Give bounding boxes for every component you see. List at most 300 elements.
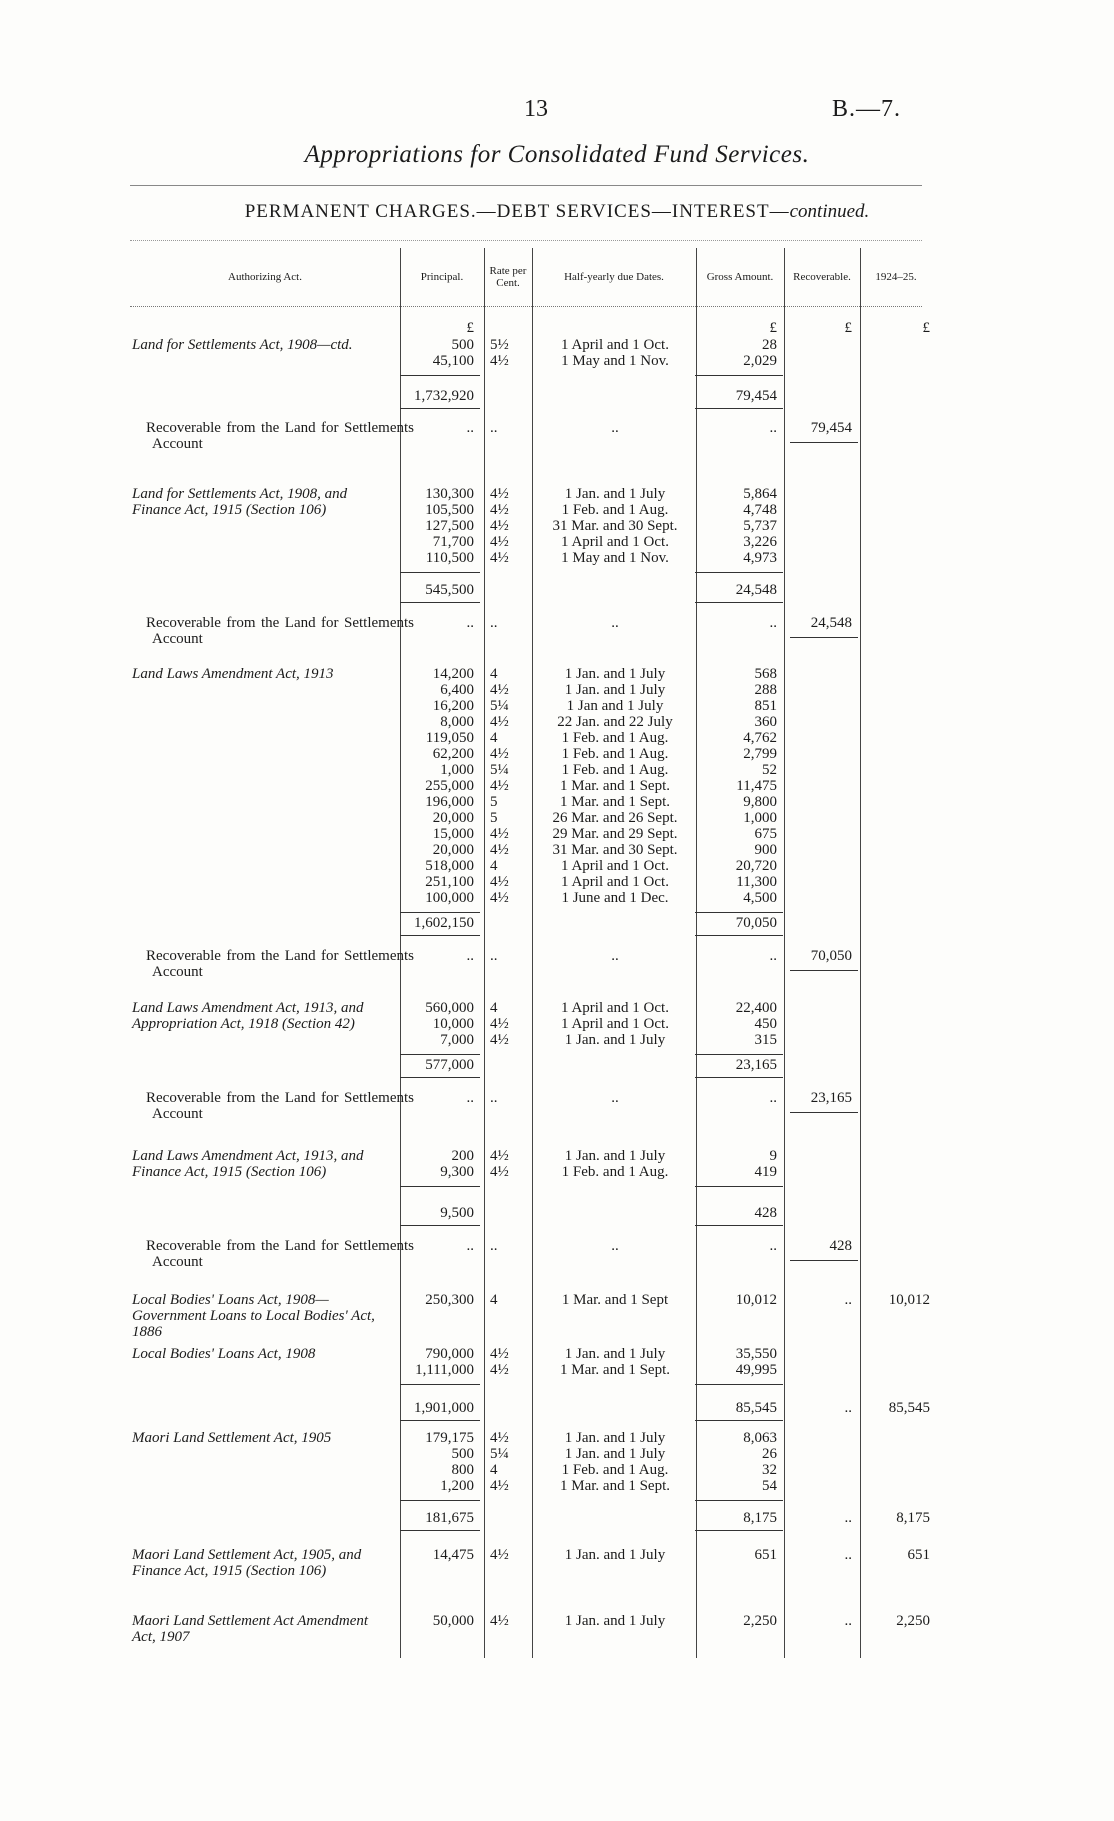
subtitle-main: PERMANENT CHARGES.—DEBT SERVICES—INTEREST— bbox=[244, 201, 790, 222]
dots: .. bbox=[844, 1510, 852, 1526]
gross-amount-list-value: 10,012 bbox=[735, 1292, 777, 1308]
gross-amount-list-value: 651 bbox=[754, 1547, 777, 1563]
rate-list-value: 5½ bbox=[490, 337, 509, 353]
due-dates-list-value: 1 Jan. and 1 July bbox=[564, 1547, 666, 1563]
rate-list-value: 4 bbox=[490, 1462, 498, 1478]
dots: .. bbox=[611, 615, 619, 631]
header-year: 1924–25. bbox=[875, 271, 917, 283]
total-rule bbox=[400, 572, 480, 573]
gross-amount-list bbox=[695, 486, 777, 566]
principal-list-value: 15,000 bbox=[432, 826, 474, 842]
year-amount: 10,012 bbox=[888, 1292, 930, 1308]
principal-list-value: 110,500 bbox=[425, 550, 474, 566]
dots: .. bbox=[490, 1090, 498, 1106]
due-dates-list-value: 1 April and 1 Oct. bbox=[561, 874, 669, 890]
principal-total: 1,901,000 bbox=[414, 1400, 474, 1416]
gross-amount-list-value: 4,973 bbox=[743, 550, 777, 566]
gross-amount-list-value: 54 bbox=[762, 1478, 777, 1494]
gross-amount-list-value: 26 bbox=[762, 1446, 777, 1462]
recoverable-note: Recoverable from the Land for Settlements Account bbox=[146, 1238, 414, 1270]
gross-amount-list-value: 35,550 bbox=[735, 1346, 777, 1362]
dots: .. bbox=[466, 948, 474, 964]
principal-list-value: 255,000 bbox=[425, 778, 474, 794]
gross-total: 428 bbox=[754, 1205, 777, 1221]
rate-list bbox=[490, 1346, 520, 1378]
recoverable-note: Recoverable from the Land for Settlements Account bbox=[146, 948, 414, 980]
dots: .. bbox=[769, 1238, 777, 1254]
principal-list-value: 7,000 bbox=[440, 1032, 474, 1048]
total-rule bbox=[695, 1225, 783, 1226]
total-rule bbox=[400, 912, 480, 913]
gross-amount-list-value: 5,737 bbox=[743, 518, 777, 534]
total-rule bbox=[400, 1420, 480, 1421]
rate-list-value: 4½ bbox=[490, 486, 509, 502]
due-dates-list-value: 1 May and 1 Nov. bbox=[561, 550, 669, 566]
principal-list-value: 500 bbox=[451, 1446, 474, 1462]
gross-amount-list-value: 419 bbox=[754, 1164, 777, 1180]
total-rule bbox=[695, 935, 783, 936]
principal-list-value: 800 bbox=[451, 1462, 474, 1478]
gross-amount-list-value: 2,250 bbox=[743, 1613, 777, 1629]
total-rule bbox=[790, 1112, 858, 1113]
divider bbox=[130, 240, 922, 241]
due-dates-list bbox=[540, 486, 690, 566]
due-dates-list-value: 1 Jan. and 1 July bbox=[564, 1613, 666, 1629]
divider bbox=[130, 185, 922, 186]
total-rule bbox=[790, 970, 858, 971]
dots: .. bbox=[490, 420, 498, 436]
principal-list-value: 10,000 bbox=[432, 1016, 474, 1032]
principal-list-value: 8,000 bbox=[440, 714, 474, 730]
dots: .. bbox=[769, 948, 777, 964]
principal-list-value: 251,100 bbox=[425, 874, 474, 890]
gross-amount-list bbox=[695, 1346, 777, 1378]
principal-list-value: 14,200 bbox=[432, 666, 474, 682]
authorizing-act: Land Laws Amendment Act, 1913 bbox=[132, 666, 334, 682]
due-dates-list-value: 1 Jan. and 1 July bbox=[564, 1446, 666, 1462]
total-rule bbox=[695, 375, 783, 376]
authorizing-act: Local Bodies' Loans Act, 1908 bbox=[132, 1346, 316, 1362]
gross-amount-list-value: 1,000 bbox=[743, 810, 777, 826]
year-amount: 8,175 bbox=[896, 1510, 930, 1526]
rate-list-value: 4½ bbox=[490, 502, 509, 518]
principal-list-value: 500 bbox=[451, 337, 474, 353]
principal-list bbox=[400, 1000, 474, 1048]
dots: .. bbox=[466, 1238, 474, 1254]
rate-list bbox=[490, 1613, 520, 1629]
rate-list-value: 4 bbox=[490, 730, 498, 746]
year-amount: 2,250 bbox=[896, 1613, 930, 1629]
due-dates-list-value: 1 Jan. and 1 July bbox=[564, 1032, 666, 1048]
due-dates-list bbox=[540, 1292, 690, 1308]
page-title: Appropriations for Consolidated Fund Services. bbox=[304, 141, 810, 168]
rate-list-value: 4 bbox=[490, 858, 498, 874]
recoverable-note: Recoverable from the Land for Settlements Account bbox=[146, 420, 414, 452]
rate-list-value: 4½ bbox=[490, 714, 509, 730]
gross-amount-list-value: 52 bbox=[762, 762, 777, 778]
gross-amount-list-value: 49,995 bbox=[735, 1362, 777, 1378]
rate-list-value: 4½ bbox=[490, 746, 509, 762]
principal-list-value: 105,500 bbox=[425, 502, 474, 518]
principal-list-value: 16,200 bbox=[432, 698, 474, 714]
gross-amount-list bbox=[695, 337, 777, 369]
principal-list bbox=[400, 337, 474, 369]
authorizing-act: Maori Land Settlement Act Amendment Act, 1907 bbox=[132, 1613, 369, 1645]
principal-list bbox=[400, 486, 474, 566]
gross-amount-list-value: 4,500 bbox=[743, 890, 777, 906]
gross-amount-list-value: 20,720 bbox=[735, 858, 777, 874]
authorizing-act: Maori Land Settlement Act, 1905, and Finance Act, 1915 (Section 106) bbox=[132, 1547, 362, 1579]
principal-list-value: 1,200 bbox=[440, 1478, 474, 1494]
principal-list-value: 62,200 bbox=[432, 746, 474, 762]
dots: .. bbox=[490, 615, 498, 631]
gross-amount-list-value: 11,475 bbox=[736, 778, 777, 794]
due-dates-list-value: 1 Feb. and 1 Aug. bbox=[561, 1462, 669, 1478]
due-dates-list-value: 1 Mar. and 1 Sept bbox=[561, 1292, 669, 1308]
due-dates-list bbox=[540, 1547, 690, 1563]
gross-amount-list-value: 9,800 bbox=[743, 794, 777, 810]
total-rule bbox=[695, 602, 783, 603]
gross-amount-list-value: 4,748 bbox=[743, 502, 777, 518]
principal-list-value: 196,000 bbox=[425, 794, 474, 810]
due-dates-list bbox=[540, 1430, 690, 1494]
principal-list-value: 71,700 bbox=[432, 534, 474, 550]
due-dates-list-value: 1 Feb. and 1 Aug. bbox=[561, 746, 669, 762]
gross-amount-list-value: 28 bbox=[762, 337, 777, 353]
currency-recoverable: £ bbox=[844, 320, 852, 336]
principal-list bbox=[400, 1547, 474, 1563]
rate-list-value: 4½ bbox=[490, 1547, 509, 1563]
column-rule bbox=[532, 248, 533, 1658]
rate-list bbox=[490, 1547, 520, 1563]
due-dates-list-value: 1 Jan and 1 July bbox=[566, 698, 664, 714]
due-dates-list-value: 1 Mar. and 1 Sept. bbox=[560, 794, 670, 810]
currency-year: £ bbox=[922, 320, 930, 336]
gross-amount-list-value: 315 bbox=[754, 1032, 777, 1048]
principal-list-value: 200 bbox=[451, 1148, 474, 1164]
gross-amount-list-value: 4,762 bbox=[743, 730, 777, 746]
rate-list-value: 4½ bbox=[490, 842, 509, 858]
gross-amount-list-value: 2,799 bbox=[743, 746, 777, 762]
rate-list-value: 5 bbox=[490, 810, 498, 826]
recoverable-amount: 70,050 bbox=[810, 948, 852, 964]
rate-list-value: 4½ bbox=[490, 1478, 509, 1494]
gross-amount-list bbox=[695, 1613, 777, 1629]
principal-total: 1,602,150 bbox=[414, 915, 474, 931]
rate-list bbox=[490, 1000, 520, 1048]
gross-amount-list-value: 288 bbox=[754, 682, 777, 698]
due-dates-list-value: 1 Jan. and 1 July bbox=[564, 1346, 666, 1362]
rate-list-value: 4½ bbox=[490, 1346, 509, 1362]
due-dates-list-value: 26 Mar. and 26 Sept. bbox=[552, 810, 678, 826]
principal-list-value: 6,400 bbox=[440, 682, 474, 698]
due-dates-list-value: 1 Feb. and 1 Aug. bbox=[561, 1164, 669, 1180]
rate-list bbox=[490, 1148, 520, 1180]
header-authorizing-act: Authorizing Act. bbox=[228, 271, 302, 283]
dots: .. bbox=[844, 1547, 852, 1563]
principal-list bbox=[400, 1346, 474, 1378]
rate-list-value: 4 bbox=[490, 1292, 498, 1308]
rate-list-value: 4½ bbox=[490, 874, 509, 890]
currency-gross: £ bbox=[769, 320, 777, 336]
dots: .. bbox=[769, 615, 777, 631]
rate-list-value: 5 bbox=[490, 794, 498, 810]
year-amount: 85,545 bbox=[888, 1400, 930, 1416]
recoverable-amount: 79,454 bbox=[810, 420, 852, 436]
principal-list-value: 518,000 bbox=[425, 858, 474, 874]
due-dates-list-value: 1 April and 1 Oct. bbox=[561, 1000, 669, 1016]
dots: .. bbox=[490, 948, 498, 964]
rate-list-value: 4½ bbox=[490, 1016, 509, 1032]
due-dates-list-value: 31 Mar. and 30 Sept. bbox=[552, 518, 678, 534]
due-dates-list-value: 1 Feb. and 1 Aug. bbox=[561, 502, 669, 518]
total-rule bbox=[400, 1530, 480, 1531]
gross-amount-list-value: 568 bbox=[754, 666, 777, 682]
gross-amount-list-value: 851 bbox=[754, 698, 777, 714]
due-dates-list-value: 29 Mar. and 29 Sept. bbox=[552, 826, 678, 842]
gross-total: 85,545 bbox=[735, 1400, 777, 1416]
header-dates: Half-yearly due Dates. bbox=[564, 271, 664, 283]
rate-list-value: 4½ bbox=[490, 1613, 509, 1629]
due-dates-list-value: 1 April and 1 Oct. bbox=[561, 534, 669, 550]
column-rule bbox=[860, 248, 861, 1658]
total-rule bbox=[695, 1186, 783, 1187]
rate-list bbox=[490, 337, 520, 369]
rate-list-value: 4½ bbox=[490, 1362, 509, 1378]
due-dates-list-value: 1 May and 1 Nov. bbox=[561, 353, 669, 369]
header-divider bbox=[130, 306, 922, 307]
dots: .. bbox=[490, 1238, 498, 1254]
total-rule bbox=[790, 1260, 858, 1261]
gross-amount-list-value: 32 bbox=[762, 1462, 777, 1478]
gross-total: 8,175 bbox=[743, 1510, 777, 1526]
gross-amount-list bbox=[695, 1430, 777, 1494]
total-rule bbox=[695, 1384, 783, 1385]
year-amount: 651 bbox=[907, 1547, 930, 1563]
principal-list-value: 179,175 bbox=[425, 1430, 474, 1446]
rate-list-value: 5¼ bbox=[490, 1446, 509, 1462]
principal-total: 577,000 bbox=[425, 1057, 474, 1073]
principal-total: 9,500 bbox=[440, 1205, 474, 1221]
principal-list-value: 1,111,000 bbox=[415, 1362, 474, 1378]
principal-list-value: 790,000 bbox=[425, 1346, 474, 1362]
due-dates-list bbox=[540, 337, 690, 369]
authorizing-act: Land for Settlements Act, 1908—ctd. bbox=[132, 337, 353, 353]
total-rule bbox=[400, 1077, 480, 1078]
due-dates-list-value: 1 Mar. and 1 Sept. bbox=[560, 1362, 670, 1378]
gross-amount-list-value: 675 bbox=[754, 826, 777, 842]
due-dates-list-value: 1 Jan. and 1 July bbox=[564, 486, 666, 502]
rate-list-value: 4½ bbox=[490, 826, 509, 842]
principal-list bbox=[400, 1430, 474, 1494]
rate-list-value: 4½ bbox=[490, 1148, 509, 1164]
gross-amount-list bbox=[695, 1292, 777, 1308]
dots: .. bbox=[844, 1292, 852, 1308]
column-rule bbox=[784, 248, 785, 1658]
rate-list-value: 4 bbox=[490, 1000, 498, 1016]
gross-amount-list-value: 5,864 bbox=[743, 486, 777, 502]
total-rule bbox=[790, 442, 858, 443]
principal-list-value: 9,300 bbox=[440, 1164, 474, 1180]
rate-list bbox=[490, 486, 520, 566]
total-rule bbox=[400, 1384, 480, 1385]
recoverable-amount: 23,165 bbox=[810, 1090, 852, 1106]
dots: .. bbox=[466, 1090, 474, 1106]
dots: .. bbox=[769, 1090, 777, 1106]
gross-total: 70,050 bbox=[735, 915, 777, 931]
gross-total: 23,165 bbox=[735, 1057, 777, 1073]
total-rule bbox=[400, 1500, 480, 1501]
total-rule bbox=[695, 912, 783, 913]
dots: .. bbox=[466, 420, 474, 436]
authorizing-act: Land Laws Amendment Act, 1913, and Appropriation Act, 1918 (Section 42) bbox=[132, 1000, 364, 1032]
total-rule bbox=[400, 602, 480, 603]
due-dates-list bbox=[540, 1613, 690, 1629]
rate-list-value: 5¼ bbox=[490, 698, 509, 714]
subtitle-continued: continued. bbox=[789, 201, 870, 222]
total-rule bbox=[695, 1077, 783, 1078]
principal-list-value: 14,475 bbox=[432, 1547, 474, 1563]
gross-amount-list-value: 9 bbox=[769, 1148, 777, 1164]
total-rule bbox=[695, 1054, 783, 1055]
gross-total: 79,454 bbox=[735, 388, 777, 404]
due-dates-list-value: 1 Feb. and 1 Aug. bbox=[561, 730, 669, 746]
principal-list-value: 45,100 bbox=[432, 353, 474, 369]
rate-list-value: 4½ bbox=[490, 550, 509, 566]
due-dates-list-value: 31 Mar. and 30 Sept. bbox=[552, 842, 678, 858]
dots: .. bbox=[466, 615, 474, 631]
column-rule bbox=[484, 248, 485, 1658]
due-dates-list-value: 22 Jan. and 22 July bbox=[557, 714, 673, 730]
gross-amount-list-value: 360 bbox=[754, 714, 777, 730]
rate-list-value: 4½ bbox=[490, 1164, 509, 1180]
total-rule bbox=[695, 1420, 783, 1421]
principal-list-value: 20,000 bbox=[432, 810, 474, 826]
rate-list-value: 4½ bbox=[490, 890, 509, 906]
principal-total: 545,500 bbox=[425, 582, 474, 598]
principal-list bbox=[400, 1148, 474, 1180]
dots: .. bbox=[611, 420, 619, 436]
rate-list-value: 4 bbox=[490, 666, 498, 682]
due-dates-list bbox=[540, 1000, 690, 1048]
gross-amount-list bbox=[695, 1547, 777, 1563]
rate-list-value: 4½ bbox=[490, 778, 509, 794]
due-dates-list-value: 1 Feb. and 1 Aug. bbox=[561, 762, 669, 778]
gross-amount-list-value: 900 bbox=[754, 842, 777, 858]
due-dates-list-value: 1 April and 1 Oct. bbox=[561, 858, 669, 874]
due-dates-list bbox=[540, 1346, 690, 1378]
gross-amount-list-value: 8,063 bbox=[743, 1430, 777, 1446]
rate-list bbox=[490, 1430, 520, 1494]
principal-list-value: 127,500 bbox=[425, 518, 474, 534]
principal-list-value: 1,000 bbox=[440, 762, 474, 778]
dots: .. bbox=[844, 1400, 852, 1416]
principal-list bbox=[400, 666, 474, 906]
recoverable-note: Recoverable from the Land for Settlements Account bbox=[146, 1090, 414, 1122]
section-subtitle bbox=[0, 201, 1114, 223]
authorizing-act: Maori Land Settlement Act, 1905 bbox=[132, 1430, 332, 1446]
rate-list-value: 4½ bbox=[490, 682, 509, 698]
header-gross: Gross Amount. bbox=[706, 271, 774, 283]
gross-amount-list bbox=[695, 1148, 777, 1180]
due-dates-list-value: 1 April and 1 Oct. bbox=[561, 337, 669, 353]
dots: .. bbox=[769, 420, 777, 436]
gross-total: 24,548 bbox=[735, 582, 777, 598]
total-rule bbox=[400, 408, 480, 409]
principal-list-value: 50,000 bbox=[432, 1613, 474, 1629]
dots: .. bbox=[611, 948, 619, 964]
rate-list bbox=[490, 1292, 520, 1308]
total-rule bbox=[400, 1225, 480, 1226]
principal-list-value: 119,050 bbox=[425, 730, 474, 746]
principal-list bbox=[400, 1613, 474, 1629]
rate-list-value: 4½ bbox=[490, 534, 509, 550]
principal-list-value: 100,000 bbox=[425, 890, 474, 906]
total-rule bbox=[400, 1186, 480, 1187]
currency-principal: £ bbox=[466, 320, 474, 336]
rate-list-value: 5¼ bbox=[490, 762, 509, 778]
principal-total: 181,675 bbox=[425, 1510, 474, 1526]
rate-list-value: 4½ bbox=[490, 353, 509, 369]
gross-amount-list-value: 2,029 bbox=[743, 353, 777, 369]
total-rule bbox=[400, 1054, 480, 1055]
rate-list-value: 4½ bbox=[490, 518, 509, 534]
recoverable-amount: 428 bbox=[829, 1238, 852, 1254]
total-rule bbox=[790, 637, 858, 638]
total-rule bbox=[695, 1530, 783, 1531]
rate-list-value: 4½ bbox=[490, 1032, 509, 1048]
due-dates-list bbox=[540, 1148, 690, 1180]
due-dates-list-value: 1 Jan. and 1 July bbox=[564, 1430, 666, 1446]
header-rate: Rate per Cent. bbox=[489, 265, 527, 289]
header-principal: Principal. bbox=[420, 271, 464, 283]
principal-list bbox=[400, 1292, 474, 1308]
page-number: 13 bbox=[524, 96, 548, 122]
total-rule bbox=[695, 572, 783, 573]
gross-amount-list-value: 11,300 bbox=[736, 874, 777, 890]
gross-amount-list-value: 22,400 bbox=[735, 1000, 777, 1016]
principal-list-value: 20,000 bbox=[432, 842, 474, 858]
recoverable-amount: 24,548 bbox=[810, 615, 852, 631]
due-dates-list-value: 1 June and 1 Dec. bbox=[561, 890, 669, 906]
dots: .. bbox=[611, 1238, 619, 1254]
total-rule bbox=[400, 935, 480, 936]
principal-list-value: 560,000 bbox=[425, 1000, 474, 1016]
due-dates-list-value: 1 April and 1 Oct. bbox=[561, 1016, 669, 1032]
due-dates-list-value: 1 Mar. and 1 Sept. bbox=[560, 1478, 670, 1494]
authorizing-act: Land Laws Amendment Act, 1913, and Finance Act, 1915 (Section 106) bbox=[132, 1148, 364, 1180]
due-dates-list-value: 1 Jan. and 1 July bbox=[564, 1148, 666, 1164]
principal-list-value: 130,300 bbox=[425, 486, 474, 502]
rate-list-value: 4½ bbox=[490, 1430, 509, 1446]
principal-total: 1,732,920 bbox=[414, 388, 474, 404]
due-dates-list-value: 1 Jan. and 1 July bbox=[564, 682, 666, 698]
due-dates-list bbox=[540, 666, 690, 906]
gross-amount-list-value: 450 bbox=[754, 1016, 777, 1032]
gross-amount-list bbox=[695, 1000, 777, 1048]
authorizing-act: Local Bodies' Loans Act, 1908—Government Loans to Local Bodies' Act, 1886 bbox=[132, 1292, 375, 1340]
total-rule bbox=[695, 1500, 783, 1501]
dots: .. bbox=[611, 1090, 619, 1106]
total-rule bbox=[400, 375, 480, 376]
authorizing-act: Land for Settlements Act, 1908, and Finance Act, 1915 (Section 106) bbox=[132, 486, 348, 518]
recoverable-note: Recoverable from the Land for Settlements Account bbox=[146, 615, 414, 647]
gross-amount-list bbox=[695, 666, 777, 906]
rate-list bbox=[490, 666, 520, 906]
dots: .. bbox=[844, 1613, 852, 1629]
header-recoverable: Recoverable. bbox=[793, 271, 851, 283]
gross-amount-list-value: 3,226 bbox=[743, 534, 777, 550]
